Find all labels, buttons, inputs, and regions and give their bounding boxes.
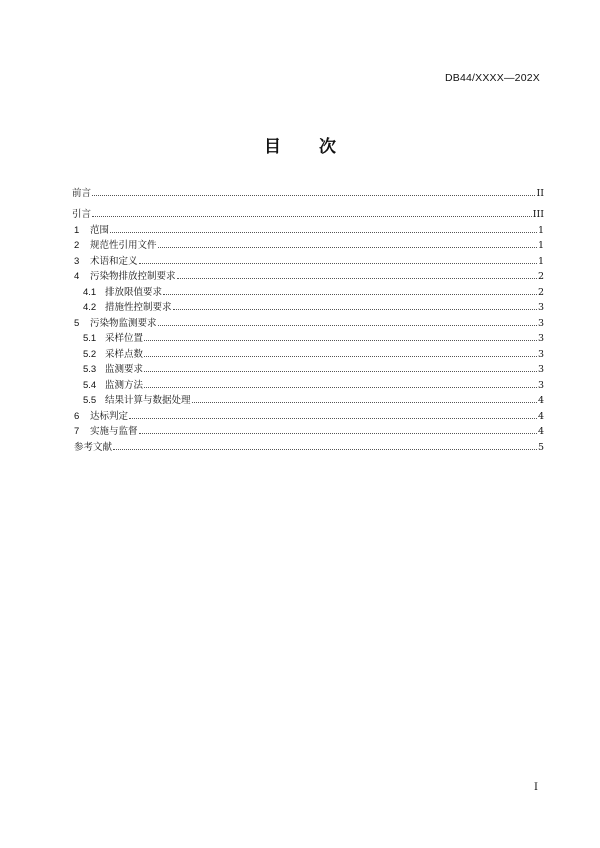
toc-entry-number: 4.2 [83,302,97,313]
toc-entry[interactable] [72,178,544,199]
toc-leader-dots [192,402,537,403]
toc-entry-number: 5.4 [83,379,97,391]
toc-entry[interactable] [72,375,544,391]
toc-entry-page: 4 [537,410,544,422]
toc-entry-number: 1 [74,224,80,236]
toc-leader-dots [177,278,537,279]
toc-entry-label: 参考文献 [74,441,113,453]
toc-leader-dots [144,356,537,357]
toc-entry-number: 4.1 [83,286,97,298]
toc-entry-page: 2 [537,271,544,282]
toc-entry[interactable] [72,220,544,236]
toc-entry-page: 3 [537,379,544,391]
toc-entry[interactable] [72,422,544,438]
toc-entry-page: 3 [537,333,544,344]
toc-entry[interactable] [72,360,544,376]
toc-entry-label: 措施性控制要求 [105,302,172,313]
toc-leader-dots [158,247,537,248]
toc-entry-number: 7 [74,426,80,437]
toc-entry-label: 前言 [72,188,92,199]
toc-entry-page: 3 [537,302,544,313]
toc-title-part-1: 目 [264,137,281,157]
toc-entry-page: 5 [537,441,544,453]
toc-entry[interactable] [72,282,544,298]
toc-leader-dots [173,309,537,310]
document-code: DB44/XXXX—202X [444,72,540,84]
toc-entry[interactable] [72,236,544,252]
toc-entry[interactable] [72,344,544,360]
toc-entry-label: 引言 [72,209,92,220]
page-number: I [534,782,538,793]
toc-entry[interactable] [72,313,544,329]
toc-leader-dots [92,195,535,196]
toc-entry-page: 4 [537,395,544,406]
toc-leader-dots [129,418,537,419]
toc-leader-dots [158,325,537,326]
toc-entry-number: 5.1 [83,333,97,344]
toc-entry-label: 排放限值要求 [105,286,163,298]
toc-entry-number: 3 [74,255,80,267]
toc-entry-label: 污染物监测要求 [90,317,157,329]
toc-entry-page: III [532,209,544,220]
toc-entry-label: 术语和定义 [90,255,138,267]
toc-entry-number: 5.2 [83,348,97,360]
toc-entry-number: 4 [74,271,80,282]
toc-entry[interactable] [72,391,544,407]
toc-entry-page: 1 [537,255,544,267]
toc-entry-page: 1 [537,224,544,236]
toc-leader-dots [163,294,537,295]
toc-entry-number: 5.5 [83,395,97,406]
table-of-contents [72,178,544,453]
toc-title [0,132,600,157]
toc-entry[interactable] [72,267,544,283]
toc-entry-page: 1 [537,240,544,251]
toc-entry[interactable] [72,251,544,267]
toc-entry[interactable] [72,329,544,345]
toc-entry-label: 监测方法 [105,379,144,391]
toc-entry[interactable] [72,437,544,453]
toc-leader-dots [113,449,537,450]
toc-entry-page: II [536,188,544,199]
toc-leader-dots [144,387,537,388]
toc-leader-dots [92,216,532,217]
toc-entry-label: 范围 [90,224,110,236]
toc-entry-label: 采样点数 [105,348,144,360]
toc-leader-dots [144,371,537,372]
toc-entry[interactable] [72,406,544,422]
toc-entry-label: 结果计算与数据处理 [105,395,191,406]
toc-entry[interactable] [72,298,544,314]
toc-entry-number: 2 [74,240,80,251]
toc-entry-label: 污染物排放控制要求 [90,271,176,282]
toc-title-part-2: 次 [319,137,336,157]
toc-leader-dots [139,433,537,434]
toc-entry-page: 2 [537,286,544,298]
toc-leader-dots [144,340,537,341]
toc-leader-dots [110,232,537,233]
toc-entry-number: 5 [74,317,80,329]
toc-entry-number: 5.3 [83,364,97,375]
toc-entry-label: 达标判定 [90,410,129,422]
toc-entry-page: 4 [537,426,544,437]
toc-entry-page: 3 [537,364,544,375]
toc-entry-number: 6 [74,410,80,422]
toc-entry-page: 3 [537,317,544,329]
toc-entry[interactable] [72,199,544,220]
toc-entry-label: 监测要求 [105,364,144,375]
toc-entry-label: 采样位置 [105,333,144,344]
toc-leader-dots [139,263,537,264]
toc-entry-page: 3 [537,348,544,360]
toc-entry-label: 规范性引用文件 [90,240,157,251]
toc-entry-label: 实施与监督 [90,426,138,437]
